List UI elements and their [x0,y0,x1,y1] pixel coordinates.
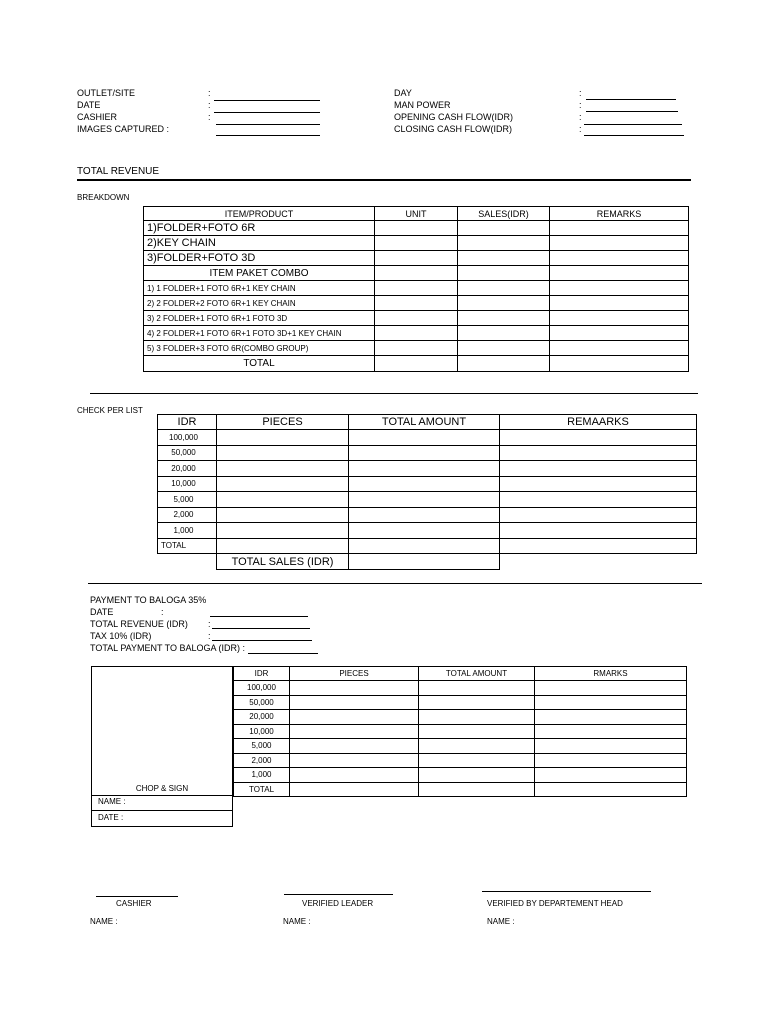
closing-cash-field[interactable] [584,135,684,136]
unit-cell[interactable] [375,281,458,296]
remarks-cell[interactable] [500,430,697,446]
check-row [158,461,697,477]
payment-row [234,710,687,725]
total-amount-cell[interactable] [349,523,500,539]
breakdown-item-label: 3) 2 FOLDER+1 FOTO 6R+1 FOTO 3D [144,311,375,326]
man-power-field[interactable] [586,111,678,112]
unit-cell[interactable] [375,251,458,266]
breakdown-row [144,221,689,236]
unit-cell[interactable] [375,341,458,356]
man-power-sep: : [579,100,582,110]
outlet-site-field[interactable] [214,100,320,101]
sales-cell[interactable] [458,326,550,341]
pieces-cell[interactable] [290,753,419,768]
breakdown-label: BREAKDOWN [77,193,130,202]
closing-cash-label: CLOSING CASH FLOW(IDR) [394,124,513,134]
total-amount-cell[interactable] [349,461,500,477]
total-sales-label: TOTAL SALES (IDR) [217,554,349,570]
check-idr-cell: TOTAL [158,538,217,554]
breakdown-row [144,251,689,266]
opening-cash-field[interactable] [584,124,682,125]
unit-cell[interactable] [375,356,458,372]
remarks-cell[interactable] [535,782,687,797]
pieces-cell[interactable] [217,492,349,508]
date-sep: : [208,100,211,110]
breakdown-item-label: ITEM PAKET COMBO [144,266,375,281]
pieces-cell[interactable] [290,739,419,754]
chop-date-label: DATE : [98,813,124,822]
dept-head-signature-line[interactable] [482,891,651,892]
payment-idr-cell: 50,000 [234,695,290,710]
breakdown-row [144,296,689,311]
opening-cash-label: OPENING CASH FLOW(IDR) [394,112,514,122]
pieces-cell[interactable] [290,695,419,710]
check-header-pieces: PIECES [217,415,349,430]
breakdown-row [144,356,689,372]
breakdown-item-label: 3)FOLDER+FOTO 3D [144,251,375,266]
pieces-cell[interactable] [290,724,419,739]
sales-cell[interactable] [458,266,550,281]
total-amount-cell[interactable] [349,492,500,508]
remarks-cell[interactable] [550,356,689,372]
remarks-cell[interactable] [535,768,687,783]
check-per-list-label: CHECK PER LIST [77,406,143,415]
total-revenue-title: TOTAL REVENUE [77,166,160,177]
payment-revenue-field[interactable] [212,628,310,629]
breakdown-row [144,281,689,296]
remarks-cell[interactable] [535,724,687,739]
pieces-cell[interactable] [217,430,349,446]
payment-revenue-label: TOTAL REVENUE (IDR) [90,619,188,629]
check-idr-cell: 10,000 [158,476,217,492]
payment-row [234,782,687,797]
pieces-cell[interactable] [217,461,349,477]
dept-head-name-label: NAME : [487,917,515,926]
chop-sign-label: CHOP & SIGN [135,784,189,793]
pieces-cell[interactable] [290,681,419,696]
total-sales-row [158,554,697,570]
total-amount-cell[interactable] [419,739,535,754]
remarks-cell[interactable] [550,326,689,341]
payment-row [234,681,687,696]
check-row [158,523,697,539]
breakdown-row [144,326,689,341]
remarks-cell[interactable] [550,341,689,356]
breakdown-item-label: 1) 1 FOLDER+1 FOTO 6R+1 KEY CHAIN [144,281,375,296]
total-amount-cell[interactable] [349,538,500,554]
sales-cell[interactable] [458,221,550,236]
payment-total-field[interactable] [248,653,318,654]
remarks-cell[interactable] [535,710,687,725]
remarks-cell[interactable] [550,281,689,296]
check-row [158,430,697,446]
date-field[interactable] [214,112,320,113]
remarks-cell[interactable] [500,538,697,554]
remarks-cell[interactable] [500,476,697,492]
payment-row [234,739,687,754]
payment-title: PAYMENT TO BALOGA 35% [90,595,207,605]
day-label: DAY [394,88,412,98]
payment-row [234,724,687,739]
total-amount-cell[interactable] [349,507,500,523]
pieces-cell[interactable] [217,523,349,539]
chop-name-row[interactable] [91,796,233,811]
cashier-label: CASHIER [77,112,118,122]
breakdown-row [144,266,689,281]
chop-name-label: NAME : [98,797,126,806]
total-revenue-divider [77,179,691,181]
breakdown-item-label: TOTAL [144,356,375,372]
day-field[interactable] [586,99,676,100]
pieces-cell[interactable] [217,538,349,554]
unit-cell[interactable] [375,221,458,236]
pieces-cell[interactable] [290,768,419,783]
unit-cell[interactable] [375,266,458,281]
check-row [158,476,697,492]
payment-header-idr: IDR [234,667,290,681]
payment-row [234,695,687,710]
outlet-site-sep: : [208,88,211,98]
sales-cell[interactable] [458,281,550,296]
remarks-cell[interactable] [550,311,689,326]
check-header-total-amount: TOTAL AMOUNT [349,415,500,430]
payment-header-total-amount: TOTAL AMOUNT [419,667,535,681]
breakdown-row [144,341,689,356]
check-idr-cell: 5,000 [158,492,217,508]
pieces-cell[interactable] [290,710,419,725]
remarks-cell[interactable] [500,461,697,477]
remarks-cell[interactable] [500,507,697,523]
sales-cell[interactable] [458,236,550,251]
check-row [158,445,697,461]
remarks-cell[interactable] [550,221,689,236]
remarks-cell[interactable] [535,739,687,754]
remarks-cell[interactable] [550,251,689,266]
dept-head-signature-title: VERIFIED BY DEPARTEMENT HEAD [487,899,623,908]
check-idr-cell: 50,000 [158,445,217,461]
payment-total-label: TOTAL PAYMENT TO BALOGA (IDR) : [90,643,246,653]
cashier-signature-title: CASHIER [116,899,152,908]
remarks-cell[interactable] [500,523,697,539]
total-amount-cell[interactable] [419,753,535,768]
payment-row [234,753,687,768]
sales-cell[interactable] [458,341,550,356]
payment-tax-sep: : [208,631,211,641]
unit-cell[interactable] [375,296,458,311]
payment-date-sep: : [161,607,164,617]
check-row [158,492,697,508]
payment-idr-cell: 1,000 [234,768,290,783]
payment-date-label: DATE [90,607,114,617]
remarks-cell[interactable] [500,445,697,461]
total-amount-cell[interactable] [349,430,500,446]
header-remarks: REMARKS [550,207,689,221]
remarks-cell[interactable] [535,681,687,696]
man-power-label: MAN POWER [394,100,451,110]
payment-idr-cell: 10,000 [234,724,290,739]
payment-tax-field[interactable] [212,640,312,641]
breakdown-item-label: 2) 2 FOLDER+2 FOTO 6R+1 KEY CHAIN [144,296,375,311]
payment-table [233,666,687,797]
unit-cell[interactable] [375,311,458,326]
check-idr-cell: 20,000 [158,461,217,477]
pieces-cell[interactable] [217,507,349,523]
section-divider-2 [88,583,702,584]
leader-signature-line[interactable] [284,894,393,895]
sales-cell[interactable] [458,296,550,311]
breakdown-item-label: 4) 2 FOLDER+1 FOTO 6R+1 FOTO 3D+1 KEY CHAIN [144,326,375,341]
pieces-cell[interactable] [290,782,419,797]
remarks-cell[interactable] [550,296,689,311]
header-item-product: ITEM/PRODUCT [144,207,375,221]
header-unit: UNIT [375,207,458,221]
check-idr-cell: 1,000 [158,523,217,539]
payment-idr-cell: TOTAL [234,782,290,797]
payment-tax-label: TAX 10% (IDR) [90,631,152,641]
header-sales: SALES(IDR) [458,207,550,221]
sales-cell[interactable] [458,311,550,326]
cashier-signature-line[interactable] [96,896,178,897]
check-header-remarks: REMAARKS [500,415,697,430]
unit-cell[interactable] [375,236,458,251]
check-row [158,538,697,554]
total-sales-value-cell[interactable] [349,554,500,570]
total-amount-cell[interactable] [419,681,535,696]
opening-cash-sep: : [579,112,582,122]
check-row [158,507,697,523]
payment-revenue-sep: : [208,619,211,629]
remarks-cell[interactable] [535,753,687,768]
pieces-cell[interactable] [217,445,349,461]
leader-signature-title: VERIFIED LEADER [302,899,374,908]
total-amount-cell[interactable] [419,782,535,797]
leader-name-label: NAME : [283,917,311,926]
pieces-cell[interactable] [217,476,349,492]
total-sales-empty [500,554,697,570]
cashier-field[interactable] [216,124,320,125]
breakdown-item-label: 5) 3 FOLDER+3 FOTO 6R(COMBO GROUP) [144,341,375,356]
check-table [157,414,697,570]
images-captured-field[interactable] [216,135,320,136]
payment-idr-cell: 2,000 [234,753,290,768]
closing-cash-sep: : [579,124,582,134]
breakdown-table [143,206,689,372]
total-sales-spacer [158,554,217,570]
chop-sign-box [91,666,233,796]
breakdown-item-label: 2)KEY CHAIN [144,236,375,251]
payment-header-remarks: RMARKS [535,667,687,681]
total-amount-cell[interactable] [349,445,500,461]
outlet-site-label: OUTLET/SITE [77,88,136,98]
date-label: DATE [77,100,101,110]
remarks-cell[interactable] [550,236,689,251]
payment-idr-cell: 20,000 [234,710,290,725]
total-amount-cell[interactable] [419,695,535,710]
unit-cell[interactable] [375,326,458,341]
breakdown-row [144,236,689,251]
breakdown-item-label: 1)FOLDER+FOTO 6R [144,221,375,236]
total-amount-cell[interactable] [419,724,535,739]
remarks-cell[interactable] [550,266,689,281]
cashier-name-label: NAME : [90,917,118,926]
total-amount-cell[interactable] [419,710,535,725]
images-captured-label: IMAGES CAPTURED : [77,124,170,134]
payment-header-pieces: PIECES [290,667,419,681]
chop-date-row[interactable] [91,811,233,827]
cashier-sep: : [208,112,211,122]
check-idr-cell: 100,000 [158,430,217,446]
payment-date-field[interactable] [210,616,308,617]
total-amount-cell[interactable] [419,768,535,783]
sales-cell[interactable] [458,251,550,266]
total-amount-cell[interactable] [349,476,500,492]
sales-cell[interactable] [458,356,550,372]
check-header-idr: IDR [158,415,217,430]
remarks-cell[interactable] [500,492,697,508]
remarks-cell[interactable] [535,695,687,710]
section-divider-1 [90,393,698,394]
check-idr-cell: 2,000 [158,507,217,523]
breakdown-row [144,311,689,326]
payment-idr-cell: 100,000 [234,681,290,696]
day-sep: : [579,88,582,98]
payment-idr-cell: 5,000 [234,739,290,754]
payment-row [234,768,687,783]
